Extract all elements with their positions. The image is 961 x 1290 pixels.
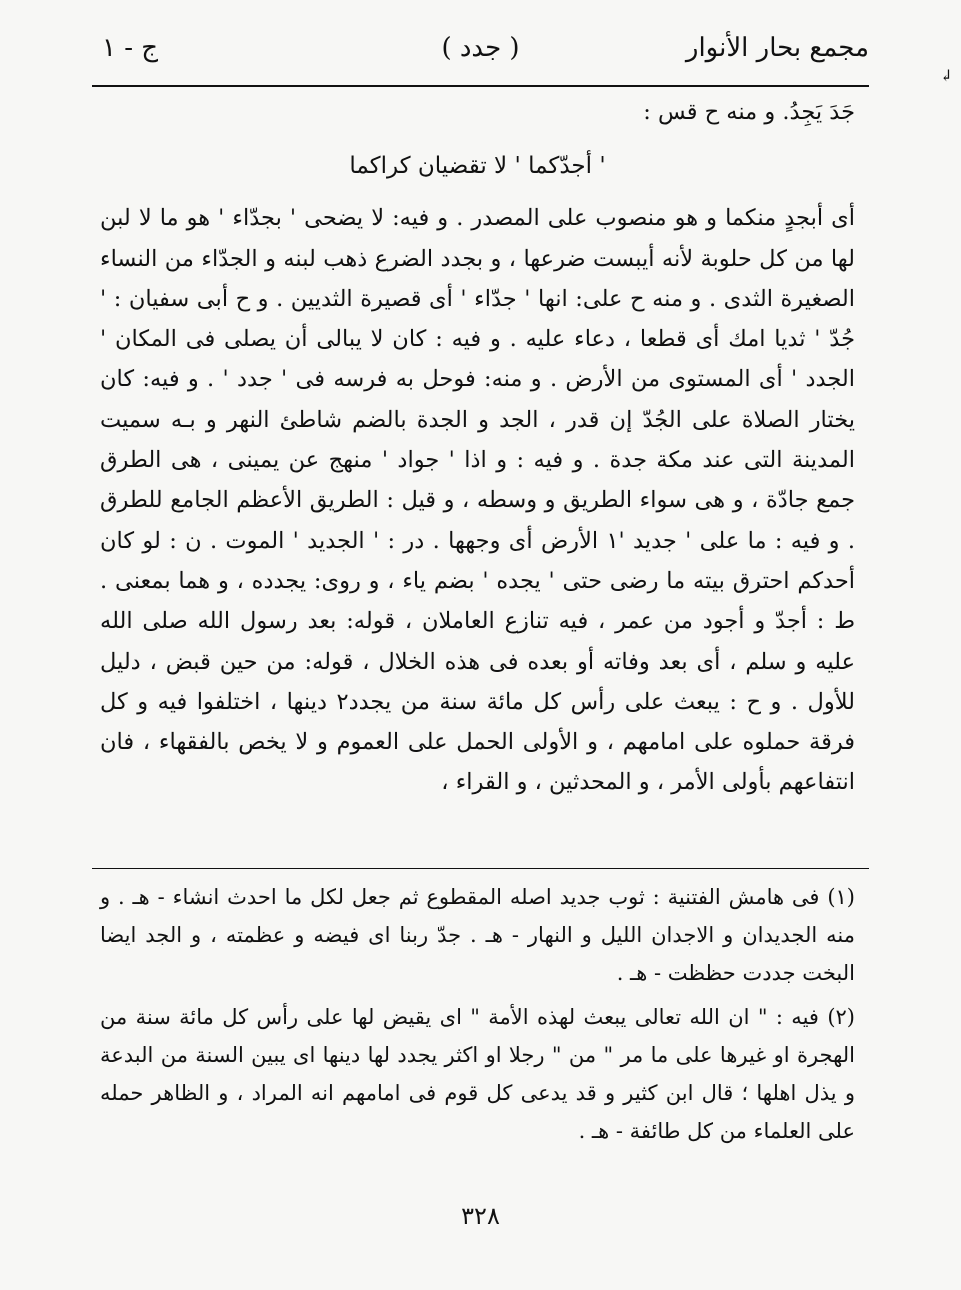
book-title: مجمع بحار الأنوار [685, 33, 869, 63]
main-text [100, 92, 855, 803]
volume-label: ج - ١ [102, 33, 159, 63]
footnote-rule [92, 868, 869, 869]
verse-line: ' أجدّكما ' لا تقضيان كراكما [349, 153, 606, 180]
footnotes [100, 878, 855, 1156]
entry-heading: ( جدد ) [441, 33, 520, 63]
margin-mark-icon: ↲ [939, 66, 953, 85]
footnote-2: (٢) فيه : " ان الله تعالى يبعث لهذه الأمة " اى يقيض لها على رأس كل مائة سنة من الهجرة او غيرها على ما مر " من " رجلا او اكثر يجدد لها دينها اى يبين السنة من البدعة و يذل اهلها ؛ قال ابن كثير و قد يدعى كل قوم فى امامهم انه المراد ، و الظاهر حمله على العلماء من كل طائفة - هـ . [100, 1005, 855, 1143]
page-header [92, 22, 869, 74]
footnote-1: (١) فى هامش الفتنية : ثوب جديد اصله المقطوع ثم جعل لكل ما احدث انشاء - هـ . و منه الجديدان و الاجدان الليل و النهار - هـ . جدّ ربنا اى فيضه و عظمته ، و الجد ايضا البخت جددت حظظت - هـ . [100, 885, 855, 985]
intro-line: جَدَ يَجِدُ. و منه ح قس : [643, 99, 855, 125]
header-rule [92, 85, 869, 87]
page-number: ٣٢٨ [461, 1202, 500, 1230]
main-paragraph: أى أبجدٍ منكما و هو منصوب على المصدر . و فيه: لا يضحى ' بجدّاء ' هو ما لا لبن لها من كل حلوبة لأنه أيبست ضرعها ، و بجدد الضرع ذهب لبنه و الجدّاء من النساء الصغيرة الثدى . و منه ح على: انها ' جدّاء ' أى قصيرة الثديين . و ح أبى سفيان : ' جُدّ ' ثديا امك أى قطعا ، دعاء عليه . و فيه : كان لا يبالى أن يصلى فى المكان ' الجدد ' أى المستوى من الأرض . و منه: فوحل به فرسه فى ' جدد ' . و فيه: كان يختار الصلاة على الجُدّ إن قدر ، الجد و الجدة بالضم شاطئ النهر و بـه سميت المدينة التى عند مكة جدة . و فيه : و اذا ' جواد ' منهج عن يمينى ، هى الطرق جمع جادّة ، و هى سواء الطريق و وسطه ، و قيل : الطريق الأعظم الجامع للطرق . و فيه : ما على ' جديد '١ الأرض أى وجهها . در : ' الجديد ' الموت . ن : لو كان أحدكم احترق بيته ما رضى حتى ' يجده ' بضم ياء ، و روى: يجدده ، و هما بمعنى . ط : أجدّ و أجود من عمر ، فيه تنازع العاملان ، قوله: بعد رسول الله صلى الله عليه و سلم ، أى بعد وفاته أو بعده فى هذه الخلال ، قوله: من حين قبض ، دليل للأول . و ح : يبعث على رأس كل مائة سنة من يجدد٢ دينها ، اختلفوا فيه و كل فرقة حملوه على امامهم ، و الأولى الحمل على العموم و لا يخص بالفقهاء ، فان انتفاعهم بأولى الأمر ، و المحدثين ، و القراء ، [100, 205, 856, 796]
